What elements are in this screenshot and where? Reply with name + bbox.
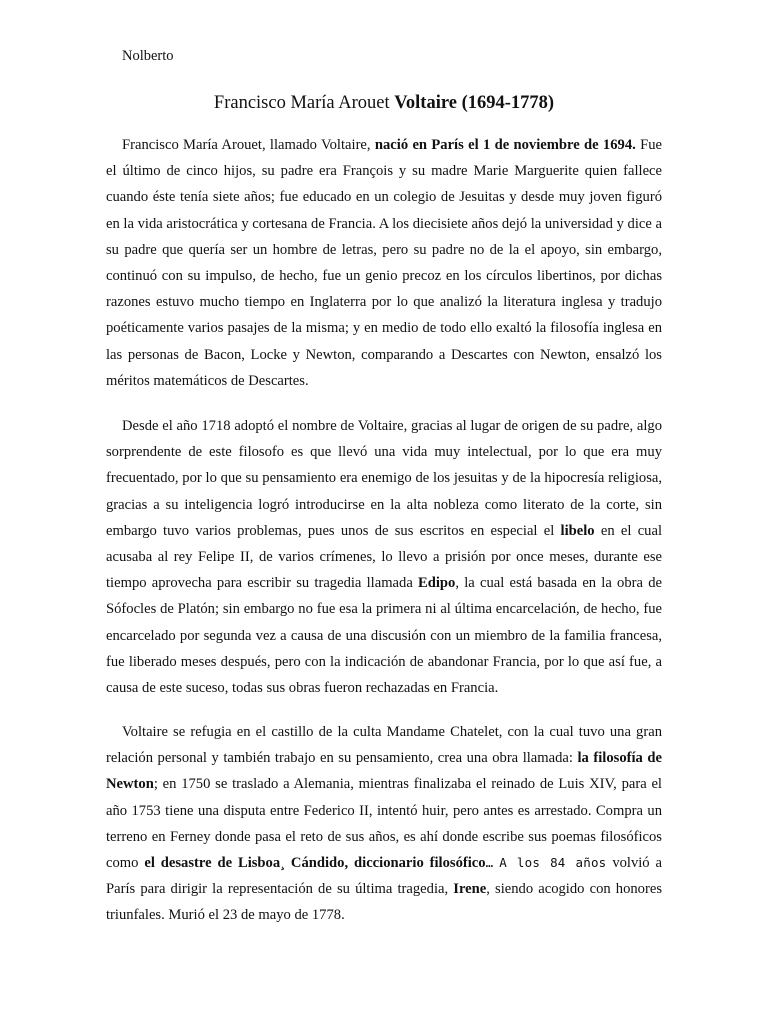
title-regular: Francisco María Arouet xyxy=(213,93,390,113)
p3-text-2: ; en 1750 se traslado a Alemania, mientras finalizaba el reinado de Luis XIV, para el año 1753 tiene una disputa entre Federico II, intentó huir, pero antes es arrestado. Compra un terreno en Ferney donde pasa el reto de sus años, es ahí donde escribe sus poemas filosóficos como xyxy=(106,776,662,872)
p3-sep-2: , xyxy=(344,855,349,872)
p3-mono-text: A los 84 años xyxy=(499,855,607,871)
p2-bold-libelo: libelo xyxy=(560,522,595,539)
title-bold: Voltaire (1694-1778) xyxy=(394,93,555,113)
p3-text-4: , siendo acogido con honores triunfales. Murió el 23 de mayo de 1778. xyxy=(106,881,662,924)
p3-sep-1: ¸ xyxy=(280,855,286,872)
author-name: Nolberto xyxy=(122,48,174,64)
p3-text-3: volvió a París para dirigir la representación de su última tragedia, xyxy=(106,855,662,898)
paragraph-3 xyxy=(106,719,662,929)
document-title xyxy=(0,90,768,116)
p2-text-3: , la cual está basada en la obra de Sófocles de Platón; sin embargo no fue esa la primera ni al última encarcelación, de hecho, fue encarcelado por segunda vez a causa de una discusión con un miembro de la familia francesa, fue liberado meses después, pero con la indicación de abandonar Francia, por lo que así fue, a causa de este suceso, todas sus obras fueron rechazadas en Francia. xyxy=(106,575,662,697)
p3-bold-candido: Cándido xyxy=(290,855,345,872)
p1-bold-birth: nació en París el 1 de noviembre de 1694. xyxy=(374,137,636,153)
p3-bold-filosofia-newton: la filosofía de Newton xyxy=(106,750,662,793)
p3-ellipsis: … xyxy=(485,855,494,871)
p3-bold-diccionario: diccionario filosófico xyxy=(354,855,486,872)
p3-bold-lisboa: el desastre de Lisboa xyxy=(144,855,281,872)
p2-text-1: Desde el año 1718 adoptó el nombre de Voltaire, gracias al lugar de origen de su padre, algo sorprendente de este filosofo es que llevó una vida muy intelectual, por lo que era muy frecuentado, por lo que su pensamiento era enemigo de los jesuitas y de la hipocresía religiosa, gracias a su inteligencia logró introducirse en la alta nobleza como literato de la corte, sin embargo tuvo varios problemas, pues unos de sus escritos en especial el xyxy=(106,418,662,539)
p1-text-2: Fue el último de cinco hijos, su padre era François y su madre Marie Marguerite quien fallece cuando éste tenía siete años; fue educado en un colegio de Jesuitas y desde muy joven figuró en la vida aristocrática y cortesana de Francia. A los diecisiete años dejó la universidad y dice a su padre que quería ser un hombre de letras, pero su padre no de la el apoyo, sin embargo, continuó con su impulso, de hecho, fue un genio precoz en los círculos libertinos, por dichas razones estuvo mucho tiempo en Inglaterra por lo que analizó la literatura inglesa y tradujo poéticamente varios pasajes de la misma; y en medio de todo ello exaltó la filosofía inglesa en las personas de Bacon, Locke y Newton, comparando a Descartes con Newton, ensalzó los méritos matemáticos de Descartes. xyxy=(106,137,662,389)
paragraph-1 xyxy=(106,132,662,394)
p2-text-2: en el cual acusaba al rey Felipe II, de varios crímenes, lo llevo a prisión por once meses, durante ese tiempo aprovecha para escribir su tragedia llamada xyxy=(106,522,662,592)
p3-bold-irene: Irene xyxy=(453,881,487,898)
p3-text-1: Voltaire se refugia en el castillo de la culta Mandame Chatelet, con la cual tuvo una gran relación personal y también trabajo en su pensamiento, crea una obra llamada: xyxy=(106,724,662,767)
paragraph-2 xyxy=(106,413,662,701)
p2-bold-edipo: Edipo xyxy=(418,575,456,592)
p1-text-1: Francisco María Arouet, llamado Voltaire, xyxy=(122,137,371,153)
